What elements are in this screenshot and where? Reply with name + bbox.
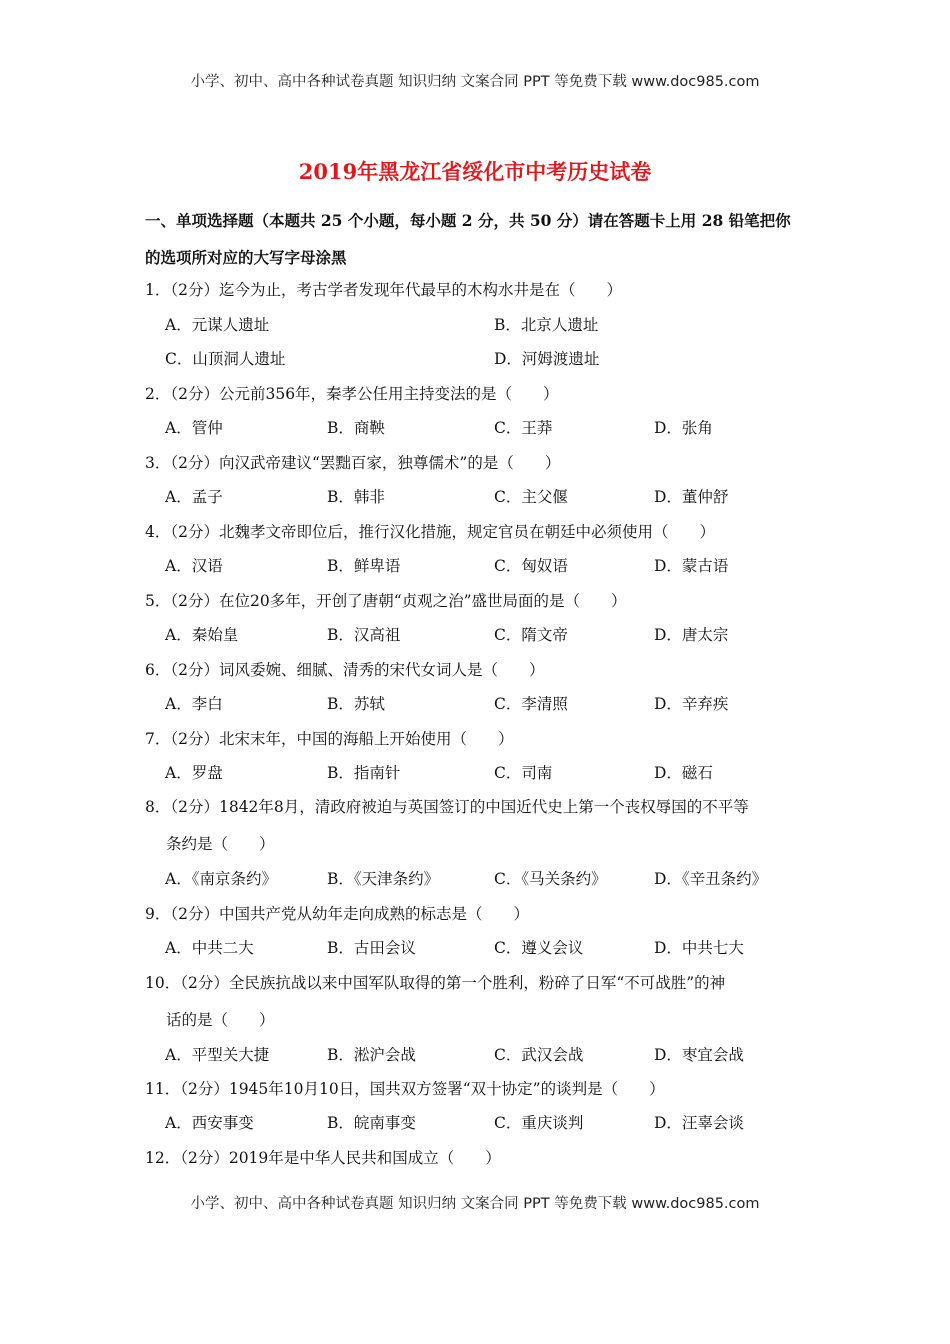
answer-option: A．中共二大 [165, 939, 254, 957]
answer-option: C．《马关条约》 [494, 870, 607, 888]
question-stem: 9．（2分）中国共产党从幼年走向成熟的标志是（ ） [145, 905, 529, 923]
answer-option: B．《天津条约》 [327, 870, 440, 888]
question-stem: 3．（2分）向汉武帝建议“罢黜百家，独尊儒术”的是（ ） [145, 454, 561, 472]
section-heading-line-1: 一、单项选择题（本题共 25 个小题，每小题 2 分，共 50 分）请在答题卡上用 28 铅笔把你 [145, 211, 791, 230]
answer-option: D．河姆渡遗址 [494, 350, 600, 368]
question-stem-continued: 话的是（ ） [166, 1011, 275, 1029]
answer-option: D．张角 [654, 419, 713, 437]
question-stem-continued: 条约是（ ） [166, 835, 275, 853]
answer-option: D．蒙古语 [654, 557, 729, 575]
answer-option: A．元谋人遗址 [165, 316, 270, 334]
answer-option: C．隋文帝 [494, 626, 568, 644]
question-stem: 4．（2分）北魏孝文帝即位后，推行汉化措施，规定官员在朝廷中必须使用（ ） [145, 523, 715, 541]
answer-option: D．汪辜会谈 [654, 1114, 744, 1132]
answer-option: A．平型关大捷 [165, 1046, 270, 1064]
answer-option: D．董仲舒 [654, 488, 729, 506]
answer-option: C．王莽 [494, 419, 553, 437]
answer-option: B．淞沪会战 [327, 1046, 416, 1064]
answer-option: A．西安事变 [165, 1114, 254, 1132]
answer-option: A．《南京条约》 [165, 870, 277, 888]
section-heading-line-2: 的选项所对应的大写字母涂黑 [145, 248, 347, 267]
answer-option: B．汉高祖 [327, 626, 401, 644]
answer-option: A．管仲 [165, 419, 223, 437]
answer-option: C．武汉会战 [494, 1046, 584, 1064]
document-title: 2019年黑龙江省绥化市中考历史试卷 [298, 159, 652, 184]
answer-option: C．李清照 [494, 695, 568, 713]
answer-option: C．司南 [494, 764, 553, 782]
question-stem: 8．（2分）1842年8月，清政府被迫与英国签订的中国近代史上第一个丧权辱国的不平等 [145, 798, 749, 816]
answer-option: C．山顶洞人遗址 [165, 350, 286, 368]
answer-option: B．皖南事变 [327, 1114, 416, 1132]
answer-option: B．鲜卑语 [327, 557, 401, 575]
page-footer: 小学、初中、高中各种试卷真题 知识归纳 文案合同 PPT 等免费下载 www.doc985.com [190, 1196, 760, 1212]
question-stem: 2．（2分）公元前356年，秦孝公任用主持变法的是（ ） [145, 385, 559, 403]
answer-option: B．北京人遗址 [494, 316, 599, 334]
answer-option: B．苏轼 [327, 695, 385, 713]
answer-option: D．中共七大 [654, 939, 744, 957]
answer-option: C．匈奴语 [494, 557, 568, 575]
question-stem: 1．（2分）迄今为止，考古学者发现年代最早的木构水井是在（ ） [145, 281, 622, 299]
answer-option: A．李白 [165, 695, 223, 713]
answer-option: D．《辛丑条约》 [654, 870, 768, 888]
answer-option: C．主父偃 [494, 488, 568, 506]
answer-option: A．罗盘 [165, 764, 223, 782]
page-header: 小学、初中、高中各种试卷真题 知识归纳 文案合同 PPT 等免费下载 www.doc985.com [190, 74, 760, 90]
answer-option: C．重庆谈判 [494, 1114, 584, 1132]
answer-option: B．指南针 [327, 764, 401, 782]
question-stem: 10．（2分）全民族抗战以来中国军队取得的第一个胜利，粉碎了日军“不可战胜”的神 [145, 974, 726, 992]
answer-option: C．遵义会议 [494, 939, 584, 957]
answer-option: A．孟子 [165, 488, 223, 506]
answer-option: B．商鞅 [327, 419, 385, 437]
question-stem: 5．（2分）在位20多年，开创了唐朝“贞观之治”盛世局面的是（ ） [145, 592, 627, 610]
answer-option: D．辛弃疾 [654, 695, 729, 713]
question-stem: 11．（2分）1945年10月10日，国共双方签署“双十协定”的谈判是（ ） [145, 1080, 665, 1098]
question-stem: 6．（2分）词风委婉、细腻、清秀的宋代女词人是（ ） [145, 661, 545, 679]
answer-option: B．古田会议 [327, 939, 416, 957]
question-stem: 7．（2分）北宋末年，中国的海船上开始使用（ ） [145, 730, 514, 748]
answer-option: D．唐太宗 [654, 626, 729, 644]
answer-option: A．汉语 [165, 557, 223, 575]
question-stem: 12．（2分）2019年是中华人民共和国成立（ ） [145, 1149, 501, 1167]
answer-option: B．韩非 [327, 488, 385, 506]
answer-option: D．磁石 [654, 764, 713, 782]
answer-option: D．枣宜会战 [654, 1046, 744, 1064]
answer-option: A．秦始皇 [165, 626, 239, 644]
